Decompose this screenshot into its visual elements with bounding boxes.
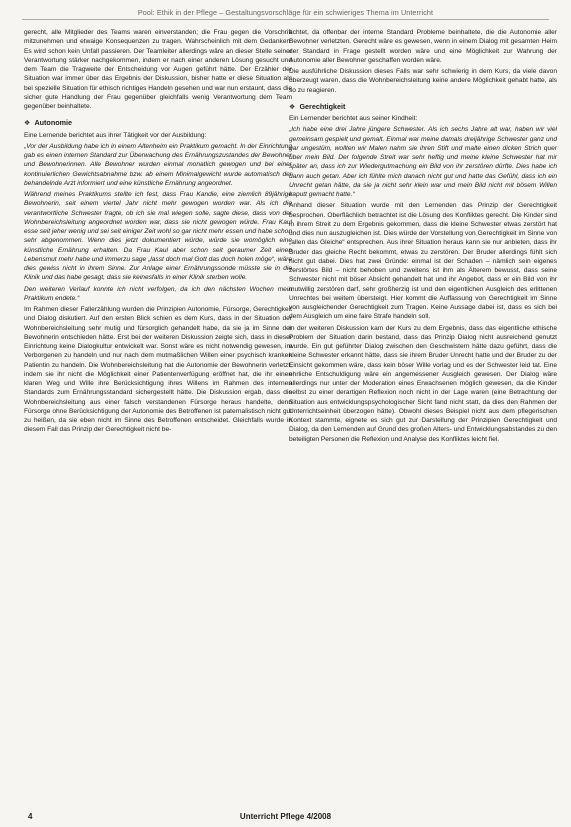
left-column bbox=[24, 28, 292, 437]
quote-paragraph: „Ich habe eine drei Jahre jüngere Schwester. Als ich sechs Jahre alt war, haben wir viel gemeinsam gespielt und gemalt. Einmal war meine damals dreijährige Schwester ganz und gar ungestüm, wollten wir Malen nahm sie ihren Stift und malte einen dicken Strich quer über mein Bild. Der folgende Streit war sehr heftig und meine kleine Schwester hat mir später an, dass ich zur Wiedergutmachung ein Bild von ihr zerstören dürfte. Dies habe ich dann auch getan. Aber ich fühlte mich danach nicht gut und hatte das Gefühl, dass ich ein Unrecht getan hätte, da sie ja nicht sehr klein war und mein Bild nicht mit bösem Willen kaputt gemacht hatte.“ bbox=[289, 126, 557, 198]
paragraph: In der weiteren Diskussion kam der Kurs zu dem Ergebnis, dass das eigentliche ethische Problem der Situation darin bestand, dass das Prinzip Dialog nicht ausreichend genutzt wurde. Ein gut geführter Dialog zwischen den Geschwistern hätte dazu geführt, dass die kleine Schwester erkannt hätte, dass sie ihrem Bruder Unrecht hatte und der Bruder zu der Einsicht gekommen wäre, dass kein böser Wille vorlag und es der Schwester leid tat. Eine ehrliche Entschuldigung wäre ein angemessener Ausgleich gewesen. Der Dialog wäre allerdings nur unter der Moderation eines Erwachsenen möglich gewesen, da die Kinder selbst zu einer derartigen Reflexion noch nicht in der Lage waren (eine Betrachtung der Situation aus entwicklungspsychologischer Sicht fand nicht statt, da dies den Rahmen der Unterrichtseinheit überzogen hätte). Obwohl dieses Beispiel nicht aus dem pflegerischen Kontext stammte, eignete es sich gut zur Darstellung der Prinzipien Gerechtigkeit und Dialog, da den Lernenden auf Grund des großen Alters- und Entwicklungsabstandes zu den beteiligten Personen die Reflexion und Analyse des Konfliktes leicht fiel. bbox=[289, 324, 557, 443]
journal-title: Unterricht Pflege 4/2008 bbox=[239, 812, 332, 821]
quote-paragraph: Während meines Praktikums stellte ich fest, dass Frau Kandie, eine ziemlich 89jährige Bewohnerin, seit einem viertel Jahr nicht mehr gewogen worden war. Als ich die verantwortliche Schwester fragte, ob ich sie mal wiegen solle, sagte diese, dass von der Wohnbereichsleitung angeordnet worden war, dass sie nicht gewogen würde. Frau Kaul esse seit jeher wenig und sei seit einiger Zeit wohl so gar nicht mehr essen und habe schon sehr abgenommen. Wenn dies jetzt dokumentiert würde, würde sie womöglich eine künstliche Ernährung erhalten. Da Frau Kaul aber schon seit geraumer Zeit einen Lebensmut mehr habe und immerzu sage „lasst doch mal Gott das doch holen möge“, wäre dies gewiss nicht in ihrem Sinne. Zur Anlage einer Ernährungssonde müsste sie in die Klinik und das habe gesagt, dass sie keinesfalls in einer Klinik sterben wolle. bbox=[24, 191, 292, 282]
page-number: 4 bbox=[28, 812, 33, 821]
paragraph: Ein Lernender berichtet aus seiner Kindheit: bbox=[289, 115, 418, 122]
quote-paragraph: Den weiteren Verlauf konnte ich nicht verfolgen, da ich den nächsten Wochen mein Praktikum endete.“ bbox=[24, 285, 292, 302]
section-heading-autonomie: ❖ Autonomie bbox=[24, 118, 72, 128]
diamond-icon: ❖ bbox=[24, 118, 31, 128]
paragraph: Im Rahmen dieser Fallerzählung wurden die Prinzipien Autonomie, Fürsorge, Gerechtigkeit und Dialog diskutiert. Auf den ersten Blick schien es dem Kurs, dass in der Situation der Wohnbereichsleitung sehr mutig und fürsorglich gehandelt habe, da sie ja im Sinne der Bewohnerin entschieden hätte. Erst bei der weiteren Diskussion zeigte sich, dass in dieser Einrichtung keine Dialogkultur entwickelt war. Sonst wäre es nicht notwendig gewesen, im Verborgenen zu handeln und nur nach dem mutmaßlichen Willen einer psychisch kranken Patientin zu handeln. Die Wohnbereichsleitung hat die Autonomie der Bewohnerin verletzt, indem sie ihr nicht die Möglichkeit einer Patientenverfügung eröffnet hat, die ihr einen klaren Weg und Wille ihre Berücksichtigung ihres Willens im Rahmen des internen Standards zum Ernährungsstandard sichergestellt hätte. Die Diskussion ergab, dass die Wohnbereichsleitung aus einer falsch verstandenen Fürsorge heraus handelte, denn Fürsorge ohne Berücksichtigung der Autonomie des Betroffenen ist paternalistisch nicht gut zu heißen, da sie eben nicht im Sinne des Betroffenen entscheidet. Gleichfalls wurde in diesem Fall das Prinzip der Gerechtigkeit nicht be- bbox=[24, 306, 292, 434]
right-column bbox=[289, 28, 557, 446]
paragraph: Eine Lernende berichtet aus ihrer Tätigkeit vor der Ausbildung: bbox=[24, 131, 207, 139]
paragraph: achtet, da offenbar der interne Standard Probleme beinhaltete, die die Autonomie aller Bewohner verletzten. Gerecht wäre es gewesen, wenn in einem Dialog mit gesamten Heim der Standard in Frage gestellt worden wäre und eine Möglichkeit zur Wahrung der Autonomie aller Bewohner geschaffen worden wäre. bbox=[289, 29, 557, 64]
section-heading-gerechtigkeit: ❖ Gerechtigkeit bbox=[289, 101, 346, 111]
quote-paragraph: „Vor der Ausbildung habe ich in einem Altenheim ein Praktikum gemacht. In der Einrichtung gab es einen internen Standard zur Überwachung des Ernährungszustandes der Bewohner und Bewohnerinnen. Alle Bewohner wurden einmal monatlich gewogen und bei einer kontinuierlichen Gewichtsabnahme bzw. ab einem Minimalgewicht wurde automatisch der behandelnde Arzt informiert und eine künstliche Ernährung angeordnet. bbox=[24, 142, 292, 187]
paragraph: gerecht, alle Mitglieder des Teams waren einverstanden; die Frau gegen die Vorschrift mitzunehmen und etwaige Konsequenzen zu tragen. Wahrscheinlich mit dem Gedanken: Es wird schon kein Unfall passieren. Der Teamleiter allerdings wäre an dieser Stelle seiner Verantwortung stärker nachgekommen, indem er nach einer anderen Lösung gesucht und dem Team die Tragweite der Entscheidung vor Augen geführt hätte. Der Erzähler der Situation war immer über das Ergebnis der Diskussion, bisher hatte er diese Situation als bei spezielle Situation für ethisch richtiges Handeln gesehen und war nun erstaunt, dass die sicher gute Handlung der Frau gegenüber gleichfalls wenig Verantwortung dem Team gegenüber beinhaltete. bbox=[24, 29, 292, 110]
running-header: Pool: Ethik in der Pflege – Gestaltungsvorschläge für ein schwieriges Thema im Unterricht bbox=[137, 8, 434, 17]
header-rule bbox=[22, 19, 549, 20]
paragraph: Anhand dieser Situation wurde mit den Lernenden das Prinzip der Gerechtigkeit besprochen. Oberflächlich betrachtet ist die Lösung des Konfliktes gerecht. Die Kinder sind in ihrem Streit zu dem Ergebnis gekommen, dass die kleine Schwester etwas zerstört hat und dies nun auszugleichen ist. Dies würde der Vorstellung von Gerechtigkeit im Sinne von „allen das Gleiche“ entsprechen. Aus ihrer Situation heraus kann sie nur anbieten, dass ihr Bruder das gleiche Recht bekommt, etwas zu zerstören. Der Bruder allerdings fühlt sich nicht gut dabei. Dies hat zwei Gründe: einmal ist der Schaden – nämlich sein eigenes zerstörtes Bild – nicht behoben und zweitens ist ihm als Älterem bewusst, dass seine Schwester nicht mit böser Absicht gehandelt hat und ihr Angebot, dass er ein Bild von ihr mutwillig zerstören darf, sehr großherzig ist und den eigentlichen Ausgleich des erlittenen Unrechtes bei weitem übersteigt. Hier kommt die Auffassung von Gerechtigkeit im Sinne von ausgleichender Gerechtigkeit zum Tragen. Keine Aussage dabei ist, dass es sich bei dem Ausgleich um eine faire Strafe handeln soll. bbox=[289, 202, 557, 321]
diamond-icon: ❖ bbox=[289, 101, 296, 111]
paragraph: Die ausführliche Diskussion dieses Falls war sehr schwierig in dem Kurs, da viele davon überzeugt waren, dass die Wohnbereichsleitung keine andere Möglichkeit gehabt hatte, als so zu reagieren. bbox=[289, 68, 557, 94]
